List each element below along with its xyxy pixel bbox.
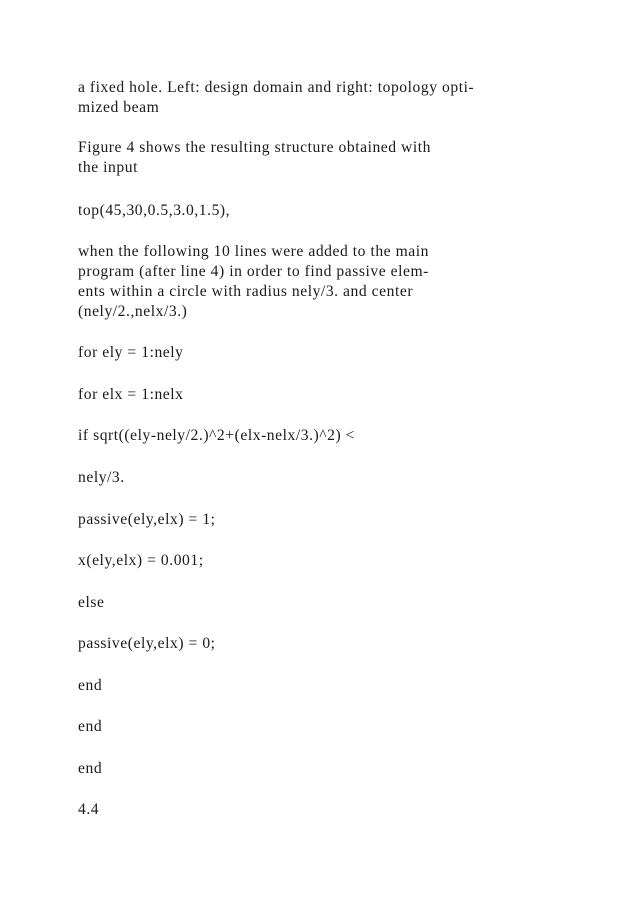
section-number-text: 4.4 — [78, 801, 100, 818]
code-line-if-sqrt — [78, 426, 548, 446]
code-text: nely/3. — [78, 469, 125, 486]
code-line-passive-one — [78, 510, 548, 530]
section-number — [78, 800, 548, 820]
code-line-passive-zero — [78, 634, 548, 654]
code-text: passive(ely,elx) = 0; — [78, 635, 216, 652]
text-line: when the following 10 lines were added to the main — [78, 243, 429, 260]
text-line: ents within a circle with radius nely/3. and center — [78, 283, 414, 300]
code-text: end — [78, 677, 103, 694]
code-text: passive(ely,elx) = 1; — [78, 511, 216, 528]
code-line-end-2 — [78, 717, 548, 737]
text-line: program (after line 4) in order to find passive elem- — [78, 263, 429, 280]
code-text: end — [78, 760, 103, 777]
text-line: the input — [78, 159, 138, 176]
code-text: for elx = 1:nelx — [78, 386, 184, 403]
code-line-for-ely — [78, 343, 548, 363]
figure-caption-continuation — [78, 78, 548, 118]
caption-line: a fixed hole. Left: design domain and right: topology opti- — [78, 79, 475, 96]
code-text: end — [78, 718, 103, 735]
code-line-x-assign — [78, 551, 548, 571]
caption-line: mized beam — [78, 99, 160, 116]
input-call-line — [78, 201, 548, 221]
code-line-for-elx — [78, 385, 548, 405]
code-line: top(45,30,0.5,3.0,1.5), — [78, 202, 231, 219]
code-text: x(ely,elx) = 0.001; — [78, 552, 204, 569]
explanation-paragraph — [78, 242, 548, 322]
code-line-else — [78, 593, 548, 613]
code-text: else — [78, 594, 105, 611]
code-text: if sqrt((ely-nely/2.)^2+(elx-nelx/3.)^2) < — [78, 427, 356, 444]
code-line-nely-third — [78, 468, 548, 488]
text-line: (nely/2.,nelx/3.) — [78, 303, 188, 320]
code-line-end-1 — [78, 676, 548, 696]
figure-description-paragraph — [78, 138, 548, 178]
code-text: for ely = 1:nely — [78, 344, 184, 361]
text-line: Figure 4 shows the resulting structure obtained with — [78, 139, 431, 156]
code-line-end-3 — [78, 759, 548, 779]
